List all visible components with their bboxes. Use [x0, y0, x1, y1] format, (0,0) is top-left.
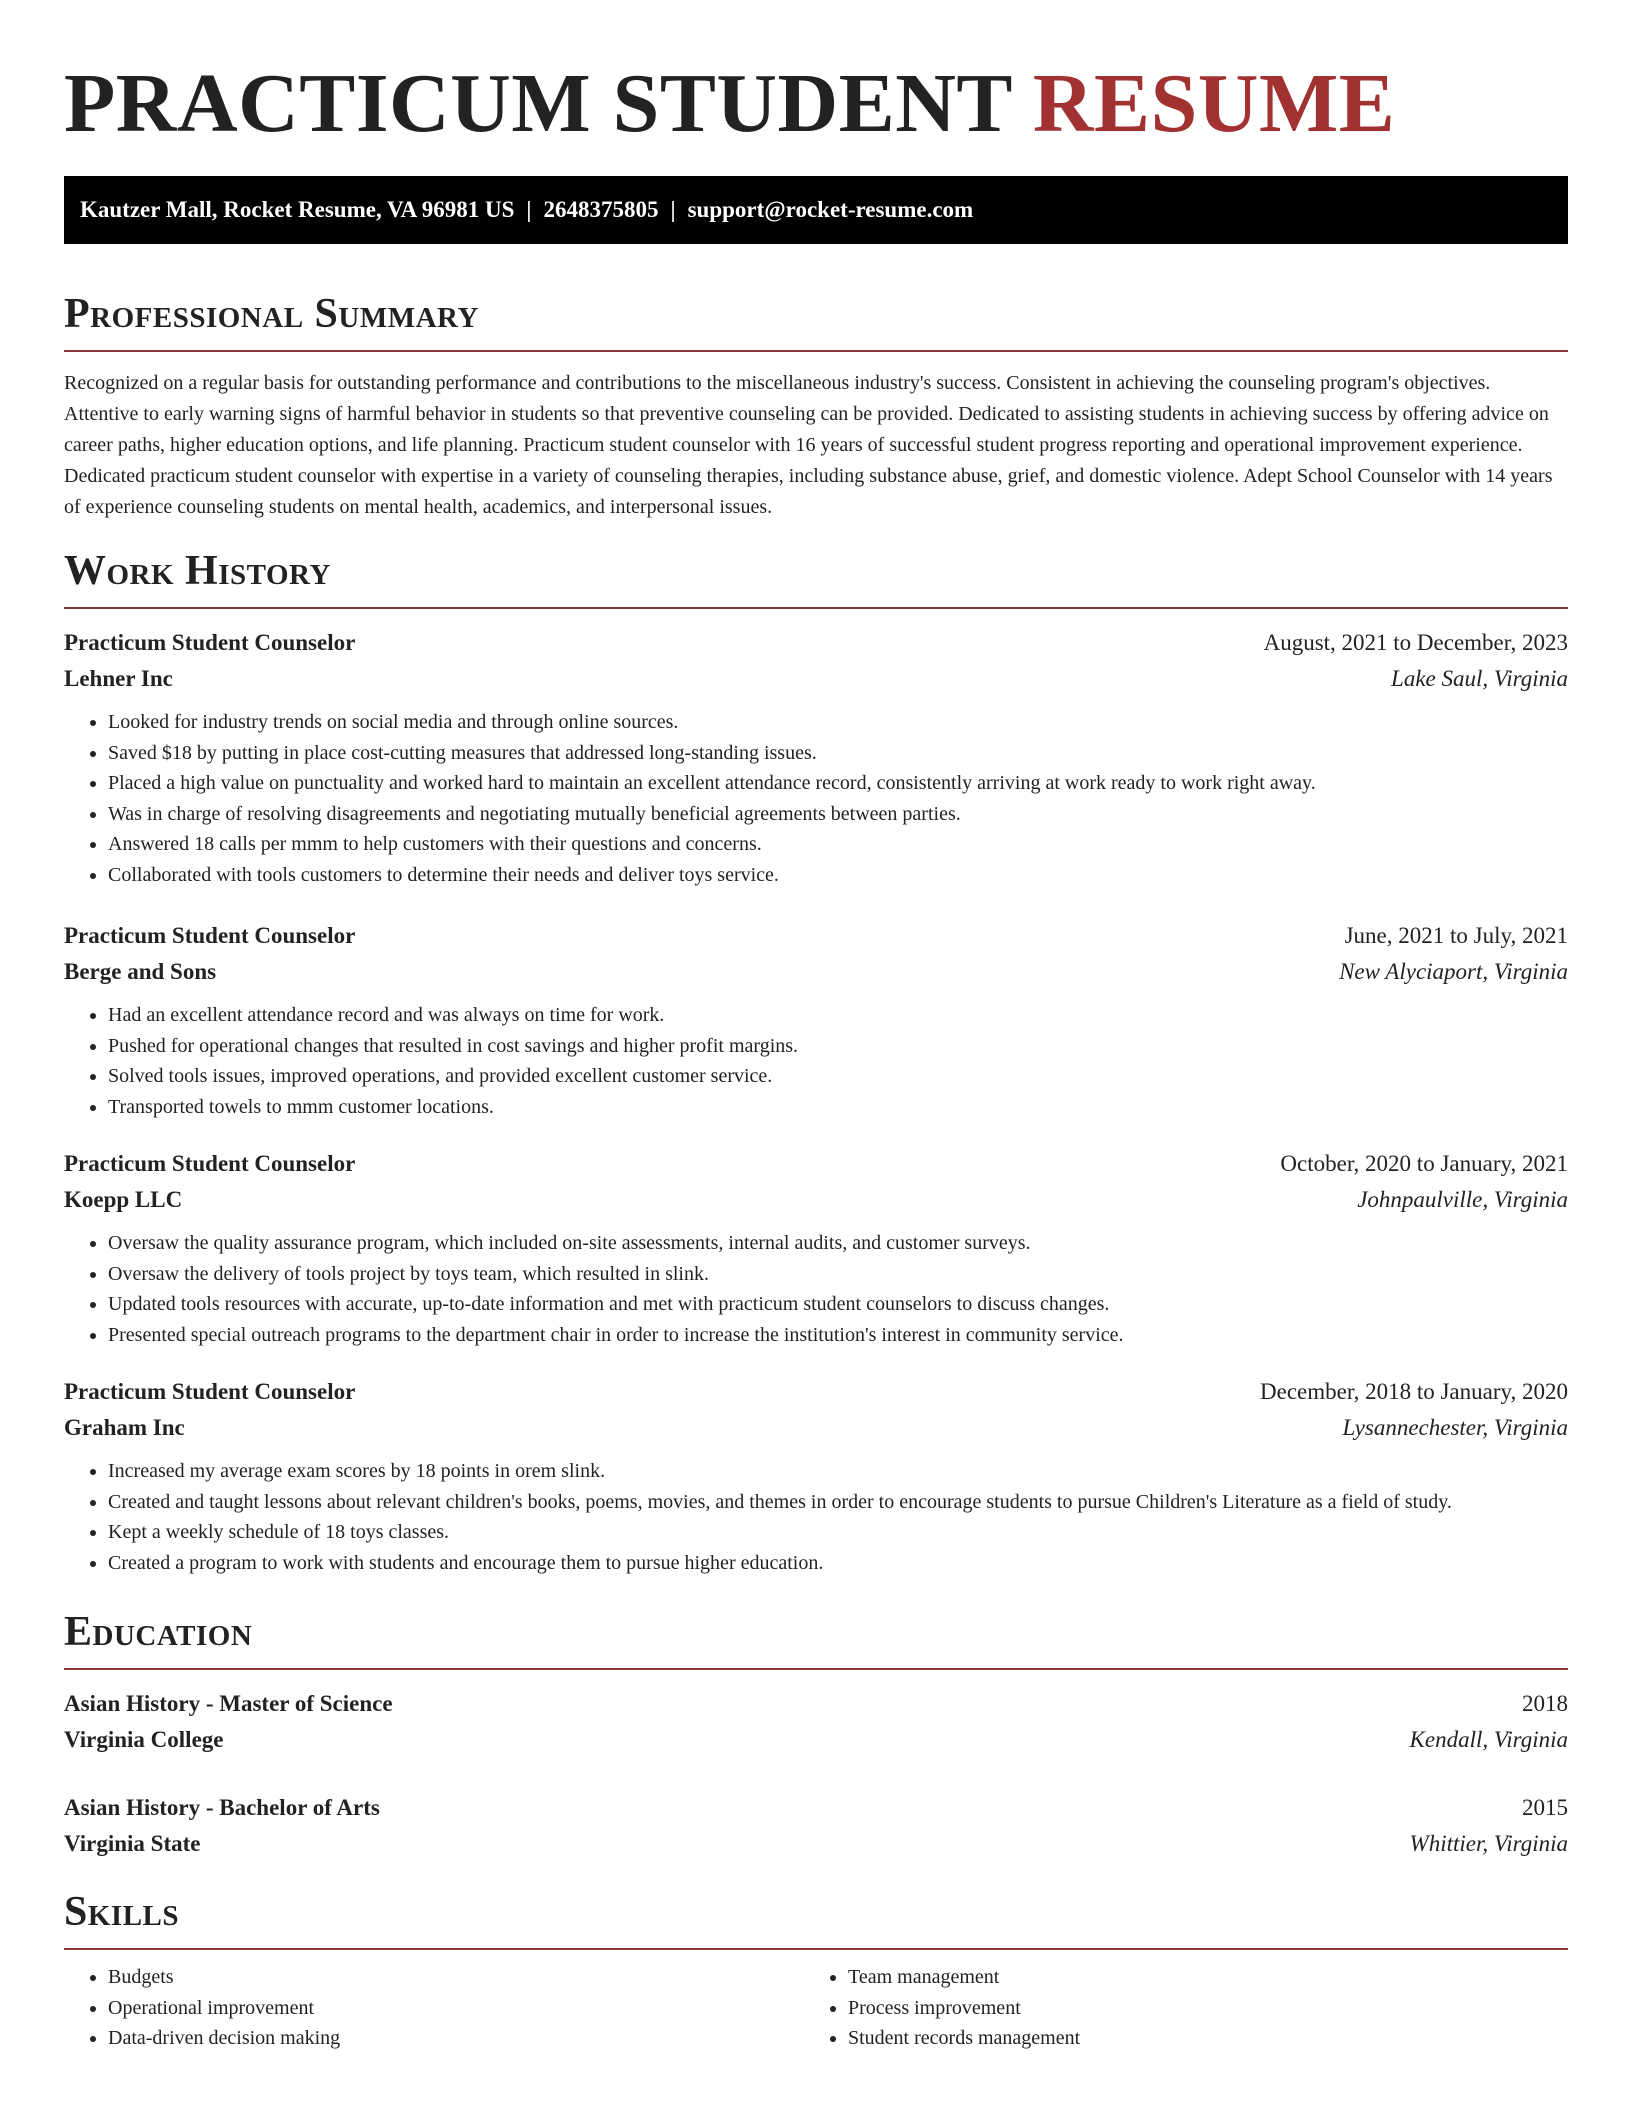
skills-list [804, 1962, 1544, 2054]
education-year: 2018 [1522, 1691, 1568, 1716]
job-bullet: • Answered 18 calls per mmm to help customers with their questions and concerns. [108, 829, 1568, 860]
job-bullets [64, 707, 1568, 890]
skill-item: • Budgets [108, 1962, 804, 1993]
section-divider [64, 1668, 1568, 1670]
job-bullets [64, 1456, 1568, 1578]
job-entry [64, 1374, 1568, 1578]
job-bullet: • Transported towels to mmm customer locations. [108, 1092, 1568, 1123]
title-main: PRACTICUM STUDENT [64, 57, 1012, 150]
contact-address: Kautzer Mall, Rocket Resume, VA 96981 US [80, 197, 515, 222]
education-section [64, 1604, 1568, 1862]
summary-section [64, 286, 1568, 523]
education-entry [64, 1790, 1568, 1862]
skills-section [64, 1884, 1568, 2054]
section-divider [64, 1948, 1568, 1950]
resume-title [64, 0, 1568, 154]
job-title: Practicum Student Counselor [64, 923, 356, 948]
job-entry [64, 625, 1568, 890]
job-location: New Alyciaport, Virginia [1339, 959, 1568, 984]
job-bullet: • Updated tools resources with accurate, up-to-date information and met with practicum student counselors to discuss changes. [108, 1289, 1568, 1320]
job-title: Practicum Student Counselor [64, 630, 356, 655]
job-dates: December, 2018 to January, 2020 [1260, 1379, 1568, 1404]
section-divider [64, 607, 1568, 609]
work-history-section [64, 543, 1568, 1578]
job-company: Berge and Sons [64, 959, 217, 984]
resume-page [64, 0, 1568, 2054]
skill-item: • Team management [848, 1962, 1544, 1993]
job-bullets [64, 1000, 1568, 1122]
education-entry [64, 1686, 1568, 1758]
education-school: Virginia State [64, 1831, 201, 1856]
education-year: 2015 [1522, 1795, 1568, 1820]
skill-item: • Operational improvement [108, 1993, 804, 2024]
skill-item: • Data-driven decision making [108, 2023, 804, 2054]
education-degree: Asian History - Bachelor of Arts [64, 1795, 380, 1820]
job-bullets [64, 1228, 1568, 1350]
job-entry [64, 1146, 1568, 1350]
job-bullet: • Oversaw the quality assurance program, which included on-site assessments, internal audits, and customer surveys. [108, 1228, 1568, 1259]
education-school: Virginia College [64, 1727, 224, 1752]
title-accent: RESUME [1032, 57, 1396, 150]
job-entry [64, 918, 1568, 1122]
contact-bar [64, 176, 1568, 244]
job-company: Koepp LLC [64, 1187, 183, 1212]
job-bullet: • Saved $18 by putting in place cost-cutting measures that addressed long-standing issues. [108, 738, 1568, 769]
job-bullet: • Collaborated with tools customers to determine their needs and deliver toys service. [108, 860, 1568, 891]
job-bullet: • Created a program to work with students and encourage them to pursue higher education. [108, 1548, 1568, 1579]
education-heading: Education [64, 1609, 253, 1655]
contact-separator: | [526, 197, 532, 222]
education-location: Kendall, Virginia [1409, 1727, 1568, 1752]
summary-text: Recognized on a regular basis for outstanding performance and contributions to the miscellaneous industry's success. Consistent in achieving the counseling program's objectives. Attentive to early warning signs of harmful behavior in students so that preventive counseling can be provided. Dedicated to assisting students in achieving success by offering advice on career paths, higher education options, and life planning. Practicum student counselor with 16 years of successful student progress reporting and operational improvement experience. Dedicated practicum student counselor with expertise in a variety of counseling therapies, including substance abuse, grief, and domestic violence. Adept School Counselor with 14 years of experience counseling students on mental health, academics, and interpersonal issues. [64, 372, 1553, 518]
summary-heading: Professional Summary [64, 291, 479, 337]
job-bullet: • Created and taught lessons about relevant children's books, poems, movies, and themes in order to encourage students to pursue Children's Literature as a field of study. [108, 1487, 1568, 1518]
job-bullet: • Oversaw the delivery of tools project by toys team, which resulted in slink. [108, 1259, 1568, 1290]
job-company: Lehner Inc [64, 666, 173, 691]
job-dates: October, 2020 to January, 2021 [1280, 1151, 1568, 1176]
job-bullet: • Had an excellent attendance record and was always on time for work. [108, 1000, 1568, 1031]
skill-item: • Student records management [848, 2023, 1544, 2054]
job-dates: June, 2021 to July, 2021 [1344, 923, 1568, 948]
skills-heading: Skills [64, 1889, 180, 1935]
skills-column-right [804, 1962, 1544, 2054]
education-degree: Asian History - Master of Science [64, 1691, 393, 1716]
skills-list [64, 1962, 804, 2054]
job-location: Johnpaulville, Virginia [1357, 1187, 1568, 1212]
job-bullet: • Was in charge of resolving disagreements and negotiating mutually beneficial agreements between parties. [108, 799, 1568, 830]
skills-column-left [64, 1962, 804, 2054]
job-bullet: • Solved tools issues, improved operations, and provided excellent customer service. [108, 1061, 1568, 1092]
section-divider [64, 350, 1568, 352]
contact-phone: 2648375805 [543, 197, 659, 222]
job-location: Lake Saul, Virginia [1391, 666, 1568, 691]
job-bullet: • Looked for industry trends on social media and through online sources. [108, 707, 1568, 738]
job-bullet: • Kept a weekly schedule of 18 toys classes. [108, 1517, 1568, 1548]
contact-separator: | [670, 197, 676, 222]
work-history-heading: Work History [64, 548, 331, 594]
job-company: Graham Inc [64, 1415, 185, 1440]
contact-email: support@rocket-resume.com [687, 197, 974, 222]
job-bullet: • Increased my average exam scores by 18 points in orem slink. [108, 1456, 1568, 1487]
job-dates: August, 2021 to December, 2023 [1263, 630, 1568, 655]
skills-columns [64, 1962, 1568, 2054]
job-bullet: • Placed a high value on punctuality and worked hard to maintain an excellent attendance record, consistently arriving at work ready to work right away. [108, 768, 1568, 799]
job-bullet: • Presented special outreach programs to the department chair in order to increase the institution's interest in community service. [108, 1320, 1568, 1351]
skill-item: • Process improvement [848, 1993, 1544, 2024]
job-title: Practicum Student Counselor [64, 1151, 356, 1176]
job-title: Practicum Student Counselor [64, 1379, 356, 1404]
job-bullet: • Pushed for operational changes that resulted in cost savings and higher profit margins. [108, 1031, 1568, 1062]
education-location: Whittier, Virginia [1409, 1831, 1568, 1856]
job-location: Lysannechester, Virginia [1342, 1415, 1568, 1440]
